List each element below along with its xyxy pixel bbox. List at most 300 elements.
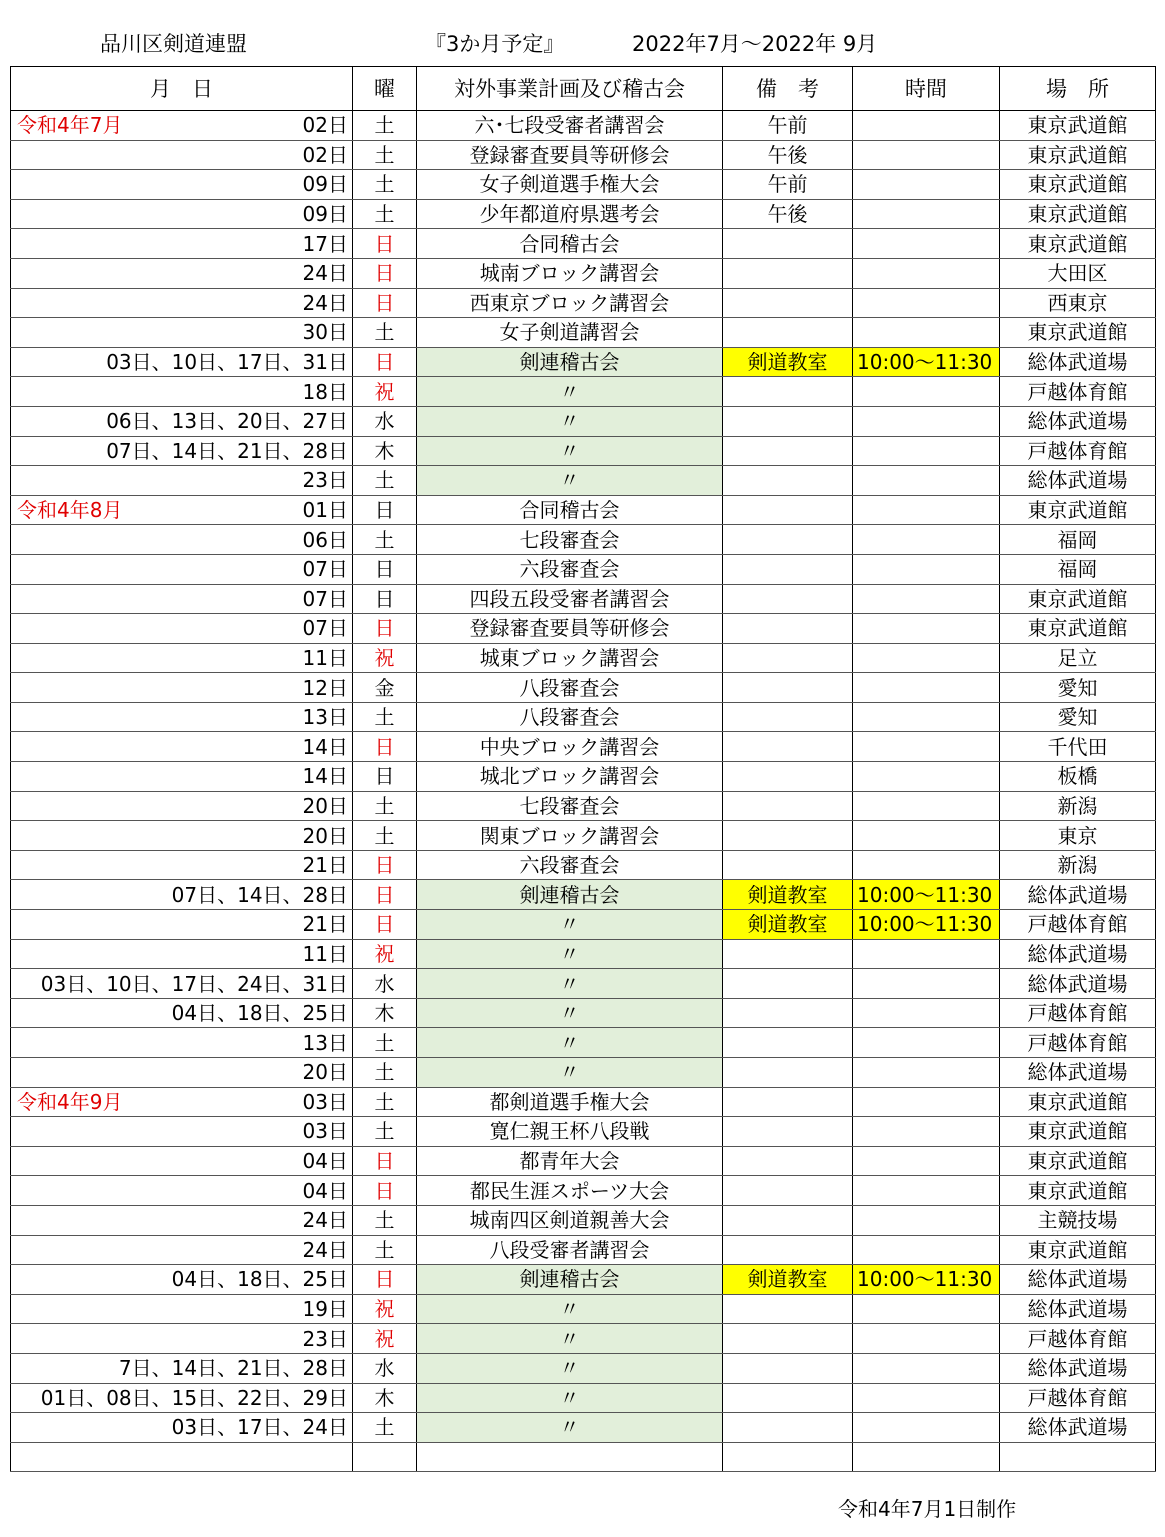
date-cell bbox=[11, 1058, 353, 1088]
note-cell bbox=[723, 466, 853, 496]
time-cell bbox=[853, 998, 1000, 1028]
note-cell: 剣道教室 bbox=[723, 880, 853, 910]
date-text: 18日 bbox=[302, 379, 348, 404]
day-of-week-cell: 日 bbox=[353, 1146, 417, 1176]
table-row bbox=[11, 1235, 1156, 1265]
day-of-week-cell: 土 bbox=[353, 466, 417, 496]
date-text: 19日 bbox=[302, 1297, 348, 1322]
table-row bbox=[11, 614, 1156, 644]
date-cell bbox=[11, 614, 353, 644]
time-cell bbox=[853, 1146, 1000, 1176]
event-cell: 寛仁親王杯八段戦 bbox=[417, 1117, 723, 1147]
place-cell: 東京武道館 bbox=[1000, 584, 1156, 614]
time-cell bbox=[853, 554, 1000, 584]
date-range: 2022年7月～2022年 9月 bbox=[632, 32, 878, 56]
table-row bbox=[11, 258, 1156, 288]
place-cell: 東京武道館 bbox=[1000, 614, 1156, 644]
place-cell: 戸越体育館 bbox=[1000, 436, 1156, 466]
note-cell bbox=[723, 377, 853, 407]
time-cell bbox=[853, 643, 1000, 673]
table-row bbox=[11, 1294, 1156, 1324]
date-cell bbox=[11, 850, 353, 880]
event-cell: 〃 bbox=[417, 1413, 723, 1443]
date-text: 20日 bbox=[302, 1060, 348, 1085]
time-cell bbox=[853, 1413, 1000, 1443]
place-cell: 総体武道場 bbox=[1000, 406, 1156, 436]
place-cell: 東京武道館 bbox=[1000, 1087, 1156, 1117]
table-row bbox=[11, 1176, 1156, 1206]
date-text: 12日 bbox=[302, 675, 348, 700]
day-of-week-cell: 金 bbox=[353, 673, 417, 703]
day-of-week-cell bbox=[353, 1442, 417, 1472]
note-cell bbox=[723, 762, 853, 792]
date-cell bbox=[11, 821, 353, 851]
note-cell bbox=[723, 1413, 853, 1443]
place-cell: 総体武道場 bbox=[1000, 1294, 1156, 1324]
date-cell bbox=[11, 1028, 353, 1058]
date-text: 07日 bbox=[302, 586, 348, 611]
date-text: 07日 bbox=[302, 557, 348, 582]
date-cell bbox=[11, 791, 353, 821]
date-cell bbox=[11, 466, 353, 496]
date-cell bbox=[11, 525, 353, 555]
note-cell: 午前 bbox=[723, 170, 853, 200]
table-row bbox=[11, 1442, 1156, 1472]
time-cell bbox=[853, 969, 1000, 999]
day-of-week-cell: 土 bbox=[353, 1058, 417, 1088]
day-of-week-cell: 水 bbox=[353, 969, 417, 999]
note-cell bbox=[723, 998, 853, 1028]
place-cell: 福岡 bbox=[1000, 554, 1156, 584]
date-cell bbox=[11, 1442, 353, 1472]
table-row bbox=[11, 1353, 1156, 1383]
event-cell: 八段受審者講習会 bbox=[417, 1235, 723, 1265]
event-cell: 城東ブロック講習会 bbox=[417, 643, 723, 673]
date-cell bbox=[11, 377, 353, 407]
date-text: 09日 bbox=[302, 172, 348, 197]
place-cell: 東京武道館 bbox=[1000, 229, 1156, 259]
date-cell bbox=[11, 702, 353, 732]
place-cell: 東京武道館 bbox=[1000, 1235, 1156, 1265]
event-cell: 〃 bbox=[417, 910, 723, 940]
table-row bbox=[11, 347, 1156, 377]
date-cell bbox=[11, 229, 353, 259]
event-cell: 〃 bbox=[417, 1324, 723, 1354]
day-of-week-cell: 土 bbox=[353, 791, 417, 821]
place-cell: 東京武道館 bbox=[1000, 199, 1156, 229]
time-cell bbox=[853, 821, 1000, 851]
column-header-time: 時間 bbox=[853, 67, 1000, 111]
table-row bbox=[11, 702, 1156, 732]
time-cell bbox=[853, 258, 1000, 288]
event-cell bbox=[417, 1442, 723, 1472]
note-cell bbox=[723, 436, 853, 466]
table-row bbox=[11, 1265, 1156, 1295]
table-row bbox=[11, 229, 1156, 259]
time-cell bbox=[853, 318, 1000, 348]
date-text: 20日 bbox=[302, 793, 348, 818]
date-cell bbox=[11, 318, 353, 348]
table-row bbox=[11, 643, 1156, 673]
table-row bbox=[11, 1117, 1156, 1147]
note-cell: 午前 bbox=[723, 111, 853, 141]
day-of-week-cell: 土 bbox=[353, 199, 417, 229]
day-of-week-cell: 日 bbox=[353, 1265, 417, 1295]
note-cell bbox=[723, 614, 853, 644]
date-text: 23日 bbox=[302, 468, 348, 493]
date-text: 07日、14日、21日、28日 bbox=[106, 438, 348, 463]
event-cell: 六段審査会 bbox=[417, 554, 723, 584]
place-cell: 福岡 bbox=[1000, 525, 1156, 555]
date-text: 03日 bbox=[302, 1089, 348, 1114]
table-row bbox=[11, 939, 1156, 969]
time-cell bbox=[853, 1205, 1000, 1235]
column-header-place: 場 所 bbox=[1000, 67, 1156, 111]
table-row bbox=[11, 1087, 1156, 1117]
date-text: 09日 bbox=[302, 202, 348, 227]
time-cell bbox=[853, 614, 1000, 644]
table-row bbox=[11, 910, 1156, 940]
time-cell: 10:00～11:30 bbox=[853, 347, 1000, 377]
note-cell: 午後 bbox=[723, 199, 853, 229]
note-cell: 午後 bbox=[723, 140, 853, 170]
place-cell: 愛知 bbox=[1000, 673, 1156, 703]
time-cell bbox=[853, 1235, 1000, 1265]
date-text: 23日 bbox=[302, 1326, 348, 1351]
date-cell bbox=[11, 643, 353, 673]
note-cell bbox=[723, 821, 853, 851]
month-label: 令和4年7月 bbox=[17, 113, 123, 137]
date-cell bbox=[11, 1413, 353, 1443]
note-cell bbox=[723, 584, 853, 614]
day-of-week-cell: 土 bbox=[353, 170, 417, 200]
month-label: 令和4年9月 bbox=[17, 1089, 123, 1114]
event-cell: 合同稽古会 bbox=[417, 229, 723, 259]
header-row bbox=[11, 67, 1156, 111]
event-cell: 関東ブロック講習会 bbox=[417, 821, 723, 851]
event-cell: 〃 bbox=[417, 1353, 723, 1383]
place-cell: 千代田 bbox=[1000, 732, 1156, 762]
note-cell bbox=[723, 1353, 853, 1383]
note-cell bbox=[723, 525, 853, 555]
time-cell: 10:00～11:30 bbox=[853, 880, 1000, 910]
day-of-week-cell: 土 bbox=[353, 1028, 417, 1058]
date-text: 03日 bbox=[302, 1119, 348, 1144]
date-text: 06日 bbox=[302, 527, 348, 552]
date-text: 11日 bbox=[302, 645, 348, 670]
column-header-dow: 曜 bbox=[353, 67, 417, 111]
place-cell: 西東京 bbox=[1000, 288, 1156, 318]
day-of-week-cell: 日 bbox=[353, 732, 417, 762]
place-cell: 足立 bbox=[1000, 643, 1156, 673]
table-row bbox=[11, 140, 1156, 170]
time-cell bbox=[853, 229, 1000, 259]
table-row bbox=[11, 406, 1156, 436]
table-row bbox=[11, 791, 1156, 821]
date-cell bbox=[11, 762, 353, 792]
event-cell: 城南ブロック講習会 bbox=[417, 258, 723, 288]
table-row bbox=[11, 732, 1156, 762]
event-cell: 女子剣道選手権大会 bbox=[417, 170, 723, 200]
date-text: 04日、18日、25日 bbox=[171, 1267, 348, 1292]
place-cell: 大田区 bbox=[1000, 258, 1156, 288]
day-of-week-cell: 祝 bbox=[353, 1294, 417, 1324]
note-cell bbox=[723, 258, 853, 288]
place-cell: 総体武道場 bbox=[1000, 466, 1156, 496]
date-cell bbox=[11, 910, 353, 940]
event-cell: 剣連稽古会 bbox=[417, 1265, 723, 1295]
note-cell bbox=[723, 495, 853, 525]
time-cell bbox=[853, 525, 1000, 555]
day-of-week-cell: 日 bbox=[353, 584, 417, 614]
date-text: 20日 bbox=[302, 823, 348, 848]
day-of-week-cell: 土 bbox=[353, 1205, 417, 1235]
place-cell: 板橋 bbox=[1000, 762, 1156, 792]
place-cell: 新潟 bbox=[1000, 850, 1156, 880]
date-cell bbox=[11, 1205, 353, 1235]
note-cell bbox=[723, 1442, 853, 1472]
creation-date: 令和4年7月1日制作 bbox=[838, 1497, 1017, 1521]
time-cell bbox=[853, 170, 1000, 200]
place-cell: 東京武道館 bbox=[1000, 1176, 1156, 1206]
date-cell bbox=[11, 347, 353, 377]
table-row bbox=[11, 288, 1156, 318]
event-cell: 八段審査会 bbox=[417, 702, 723, 732]
table-row bbox=[11, 1058, 1156, 1088]
table-row bbox=[11, 199, 1156, 229]
event-cell: 〃 bbox=[417, 969, 723, 999]
table-row bbox=[11, 584, 1156, 614]
table-row bbox=[11, 969, 1156, 999]
time-cell bbox=[853, 288, 1000, 318]
day-of-week-cell: 日 bbox=[353, 229, 417, 259]
date-text: 04日、18日、25日 bbox=[171, 1001, 348, 1026]
column-header-date: 月 日 bbox=[11, 67, 353, 111]
day-of-week-cell: 日 bbox=[353, 347, 417, 377]
date-cell bbox=[11, 406, 353, 436]
place-cell: 総体武道場 bbox=[1000, 1413, 1156, 1443]
place-cell: 総体武道場 bbox=[1000, 939, 1156, 969]
event-cell: 四段五段受審者講習会 bbox=[417, 584, 723, 614]
place-cell: 総体武道場 bbox=[1000, 1058, 1156, 1088]
time-cell: 10:00～11:30 bbox=[853, 1265, 1000, 1295]
date-text: 06日、13日、20日、27日 bbox=[106, 409, 348, 434]
date-cell bbox=[11, 1117, 353, 1147]
date-cell bbox=[11, 939, 353, 969]
note-cell bbox=[723, 732, 853, 762]
time-cell bbox=[853, 140, 1000, 170]
event-cell: 六段審査会 bbox=[417, 850, 723, 880]
date-text: 14日 bbox=[302, 764, 348, 789]
time-cell bbox=[853, 466, 1000, 496]
schedule-body bbox=[11, 111, 1156, 1472]
day-of-week-cell: 日 bbox=[353, 1176, 417, 1206]
date-cell bbox=[11, 495, 353, 525]
date-cell bbox=[11, 111, 353, 141]
day-of-week-cell: 日 bbox=[353, 614, 417, 644]
place-cell: 総体武道場 bbox=[1000, 1353, 1156, 1383]
date-cell bbox=[11, 1383, 353, 1413]
note-cell bbox=[723, 1294, 853, 1324]
note-cell bbox=[723, 554, 853, 584]
place-cell: 主競技場 bbox=[1000, 1205, 1156, 1235]
date-cell bbox=[11, 880, 353, 910]
day-of-week-cell: 木 bbox=[353, 436, 417, 466]
table-row bbox=[11, 821, 1156, 851]
note-cell bbox=[723, 643, 853, 673]
day-of-week-cell: 日 bbox=[353, 258, 417, 288]
date-text: 30日 bbox=[302, 320, 348, 345]
note-cell: 剣道教室 bbox=[723, 1265, 853, 1295]
day-of-week-cell: 祝 bbox=[353, 939, 417, 969]
time-cell bbox=[853, 1117, 1000, 1147]
day-of-week-cell: 土 bbox=[353, 702, 417, 732]
date-text: 03日、10日、17日、31日 bbox=[106, 350, 348, 375]
table-row bbox=[11, 170, 1156, 200]
time-cell bbox=[853, 762, 1000, 792]
date-text: 13日 bbox=[302, 1030, 348, 1055]
time-cell bbox=[853, 495, 1000, 525]
date-text: 01日、08日、15日、22日、29日 bbox=[40, 1385, 348, 1410]
day-of-week-cell: 土 bbox=[353, 1235, 417, 1265]
table-row bbox=[11, 998, 1156, 1028]
table-row bbox=[11, 762, 1156, 792]
date-text: 02日 bbox=[302, 142, 348, 167]
time-cell bbox=[853, 673, 1000, 703]
date-text: 11日 bbox=[302, 941, 348, 966]
place-cell: 東京武道館 bbox=[1000, 170, 1156, 200]
time-cell bbox=[853, 1294, 1000, 1324]
date-text: 04日 bbox=[302, 1178, 348, 1203]
place-cell: 新潟 bbox=[1000, 791, 1156, 821]
date-text: 24日 bbox=[302, 261, 348, 286]
date-cell bbox=[11, 1235, 353, 1265]
date-text: 21日 bbox=[302, 853, 348, 878]
event-cell: 少年都道府県選考会 bbox=[417, 199, 723, 229]
table-row bbox=[11, 554, 1156, 584]
note-cell bbox=[723, 1028, 853, 1058]
event-cell: 〃 bbox=[417, 1028, 723, 1058]
date-text: 07日、14日、28日 bbox=[171, 882, 348, 907]
time-cell bbox=[853, 939, 1000, 969]
time-cell bbox=[853, 732, 1000, 762]
event-cell: 都青年大会 bbox=[417, 1146, 723, 1176]
place-cell: 戸越体育館 bbox=[1000, 1028, 1156, 1058]
table-row bbox=[11, 1028, 1156, 1058]
place-cell bbox=[1000, 1442, 1156, 1472]
date-cell bbox=[11, 1146, 353, 1176]
table-row bbox=[11, 525, 1156, 555]
time-cell bbox=[853, 1087, 1000, 1117]
day-of-week-cell: 祝 bbox=[353, 377, 417, 407]
event-cell: 剣連稽古会 bbox=[417, 347, 723, 377]
place-cell: 戸越体育館 bbox=[1000, 1324, 1156, 1354]
event-cell: 六･七段受審者講習会 bbox=[417, 111, 723, 141]
event-cell: 剣連稽古会 bbox=[417, 880, 723, 910]
date-cell bbox=[11, 199, 353, 229]
note-cell bbox=[723, 318, 853, 348]
note-cell bbox=[723, 850, 853, 880]
time-cell bbox=[853, 377, 1000, 407]
note-cell bbox=[723, 1205, 853, 1235]
note-cell bbox=[723, 939, 853, 969]
note-cell bbox=[723, 1087, 853, 1117]
note-cell bbox=[723, 969, 853, 999]
time-cell bbox=[853, 111, 1000, 141]
note-cell bbox=[723, 1383, 853, 1413]
event-cell: 〃 bbox=[417, 1294, 723, 1324]
note-cell bbox=[723, 673, 853, 703]
place-cell: 戸越体育館 bbox=[1000, 1383, 1156, 1413]
date-cell bbox=[11, 1176, 353, 1206]
day-of-week-cell: 土 bbox=[353, 111, 417, 141]
place-cell: 東京武道館 bbox=[1000, 495, 1156, 525]
event-cell: 〃 bbox=[417, 436, 723, 466]
date-text: 24日 bbox=[302, 1237, 348, 1262]
note-cell bbox=[723, 1176, 853, 1206]
event-cell: 〃 bbox=[417, 998, 723, 1028]
event-cell: 中央ブロック講習会 bbox=[417, 732, 723, 762]
event-cell: 登録審査要員等研修会 bbox=[417, 140, 723, 170]
place-cell: 東京武道館 bbox=[1000, 318, 1156, 348]
note-cell bbox=[723, 1324, 853, 1354]
day-of-week-cell: 木 bbox=[353, 1383, 417, 1413]
event-cell: 七段審査会 bbox=[417, 791, 723, 821]
note-cell bbox=[723, 1117, 853, 1147]
date-cell bbox=[11, 554, 353, 584]
time-cell: 10:00～11:30 bbox=[853, 910, 1000, 940]
place-cell: 戸越体育館 bbox=[1000, 998, 1156, 1028]
column-header-note: 備 考 bbox=[723, 67, 853, 111]
table-row bbox=[11, 1413, 1156, 1443]
table-row bbox=[11, 1146, 1156, 1176]
date-cell bbox=[11, 1324, 353, 1354]
event-cell: 〃 bbox=[417, 466, 723, 496]
place-cell: 東京武道館 bbox=[1000, 111, 1156, 141]
time-cell bbox=[853, 1324, 1000, 1354]
date-cell bbox=[11, 140, 353, 170]
date-text: 17日 bbox=[302, 231, 348, 256]
day-of-week-cell: 土 bbox=[353, 821, 417, 851]
event-cell: 合同稽古会 bbox=[417, 495, 723, 525]
time-cell bbox=[853, 1028, 1000, 1058]
place-cell: 東京武道館 bbox=[1000, 1146, 1156, 1176]
month-label: 令和4年8月 bbox=[17, 497, 123, 522]
day-of-week-cell: 土 bbox=[353, 525, 417, 555]
date-text: 13日 bbox=[302, 705, 348, 730]
note-cell bbox=[723, 229, 853, 259]
time-cell bbox=[853, 584, 1000, 614]
event-cell: 城北ブロック講習会 bbox=[417, 762, 723, 792]
event-cell: 〃 bbox=[417, 1058, 723, 1088]
note-cell bbox=[723, 702, 853, 732]
place-cell: 戸越体育館 bbox=[1000, 910, 1156, 940]
day-of-week-cell: 日 bbox=[353, 554, 417, 584]
date-text: 03日、10日、17日、24日、31日 bbox=[40, 971, 348, 996]
date-cell bbox=[11, 436, 353, 466]
day-of-week-cell: 日 bbox=[353, 762, 417, 792]
date-text: 7日、14日、21日、28日 bbox=[118, 1356, 348, 1381]
day-of-week-cell: 祝 bbox=[353, 643, 417, 673]
day-of-week-cell: 日 bbox=[353, 288, 417, 318]
date-cell bbox=[11, 969, 353, 999]
note-cell bbox=[723, 1146, 853, 1176]
place-cell: 総体武道場 bbox=[1000, 1265, 1156, 1295]
place-cell: 東京 bbox=[1000, 821, 1156, 851]
event-cell: 都民生涯スポーツ大会 bbox=[417, 1176, 723, 1206]
event-cell: 〃 bbox=[417, 939, 723, 969]
table-row bbox=[11, 436, 1156, 466]
